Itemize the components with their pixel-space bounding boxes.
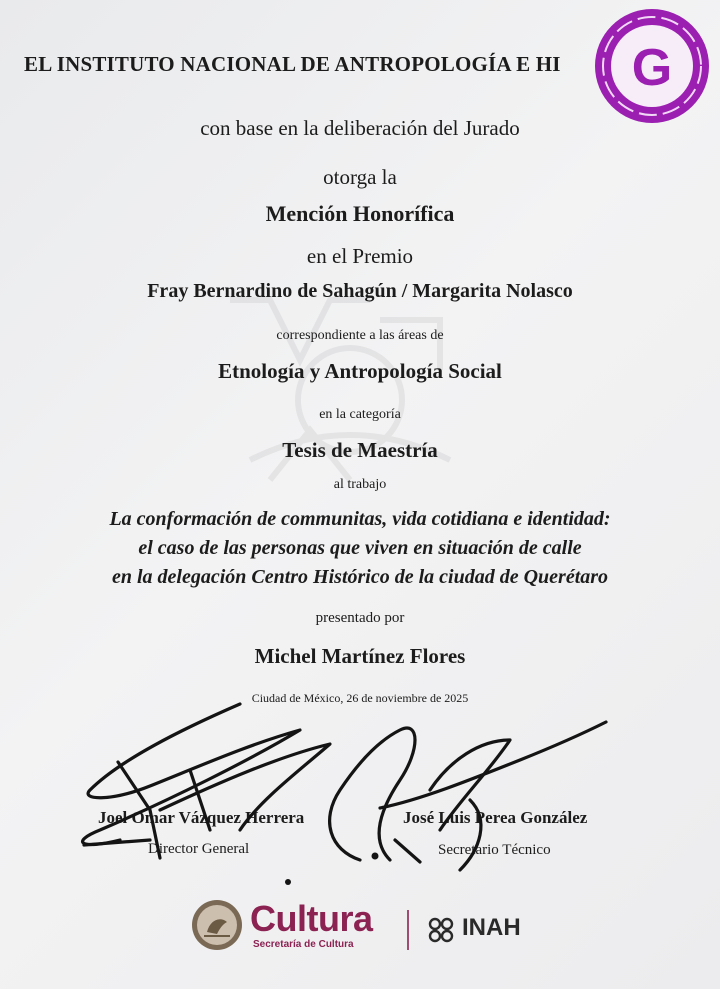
recipient-name: Michel Martínez Flores: [254, 644, 466, 668]
intro-text: con base en la deliberación del Jurado: [200, 116, 520, 140]
cultura-logo-text: Cultura: [250, 898, 373, 939]
mexico-coat-of-arms-icon: [190, 898, 244, 952]
work-title-line-2: el caso de las personas que viven en situación de calle: [138, 537, 582, 559]
institution-name: EL INSTITUTO NACIONAL DE ANTROPOLOGÍA E HI: [24, 52, 561, 76]
handwritten-signatures: [0, 690, 720, 890]
overlay-brand-logo: [591, 6, 713, 126]
place-date: Ciudad de México, 26 de noviembre de 2025: [251, 691, 469, 705]
work-title-line-1: La conformación de communitas, vida cotidiana e identidad:: [109, 508, 611, 530]
cultura-subtitle: Secretaría de Cultura: [253, 939, 354, 950]
footer-divider: [407, 910, 409, 950]
work-intro: al trabajo: [333, 477, 387, 492]
emboss-watermark: [190, 280, 510, 510]
right-signer-name: José Luis Perea González: [403, 808, 588, 827]
award-intro: en el Premio: [306, 244, 414, 268]
inah-logo-text: INAH: [462, 914, 521, 941]
distinction-title: Mención Honorífica: [265, 201, 455, 226]
presented-by: presentado por: [315, 610, 405, 626]
category-intro: en la categoría: [319, 407, 401, 422]
category-text: Tesis de Maestría: [282, 438, 438, 462]
areas-intro: correspondiente a las áreas de: [276, 328, 444, 343]
grants-text: otorga la: [323, 165, 397, 189]
right-signer-title: Secretario Técnico: [438, 842, 551, 858]
left-signer-title: Director General: [148, 841, 250, 857]
left-signer-name: Joel Omar Vázquez Herrera: [98, 808, 305, 827]
areas-text: Etnología y Antropología Social: [218, 359, 502, 383]
work-title-line-3: en la delegación Centro Histórico de la ciudad de Querétaro: [111, 566, 609, 588]
award-name: Fray Bernardino de Sahagún / Margarita Nolasco: [147, 280, 573, 302]
overlay-logo-letter: G: [631, 39, 673, 97]
inah-logo-icon: [425, 914, 457, 946]
